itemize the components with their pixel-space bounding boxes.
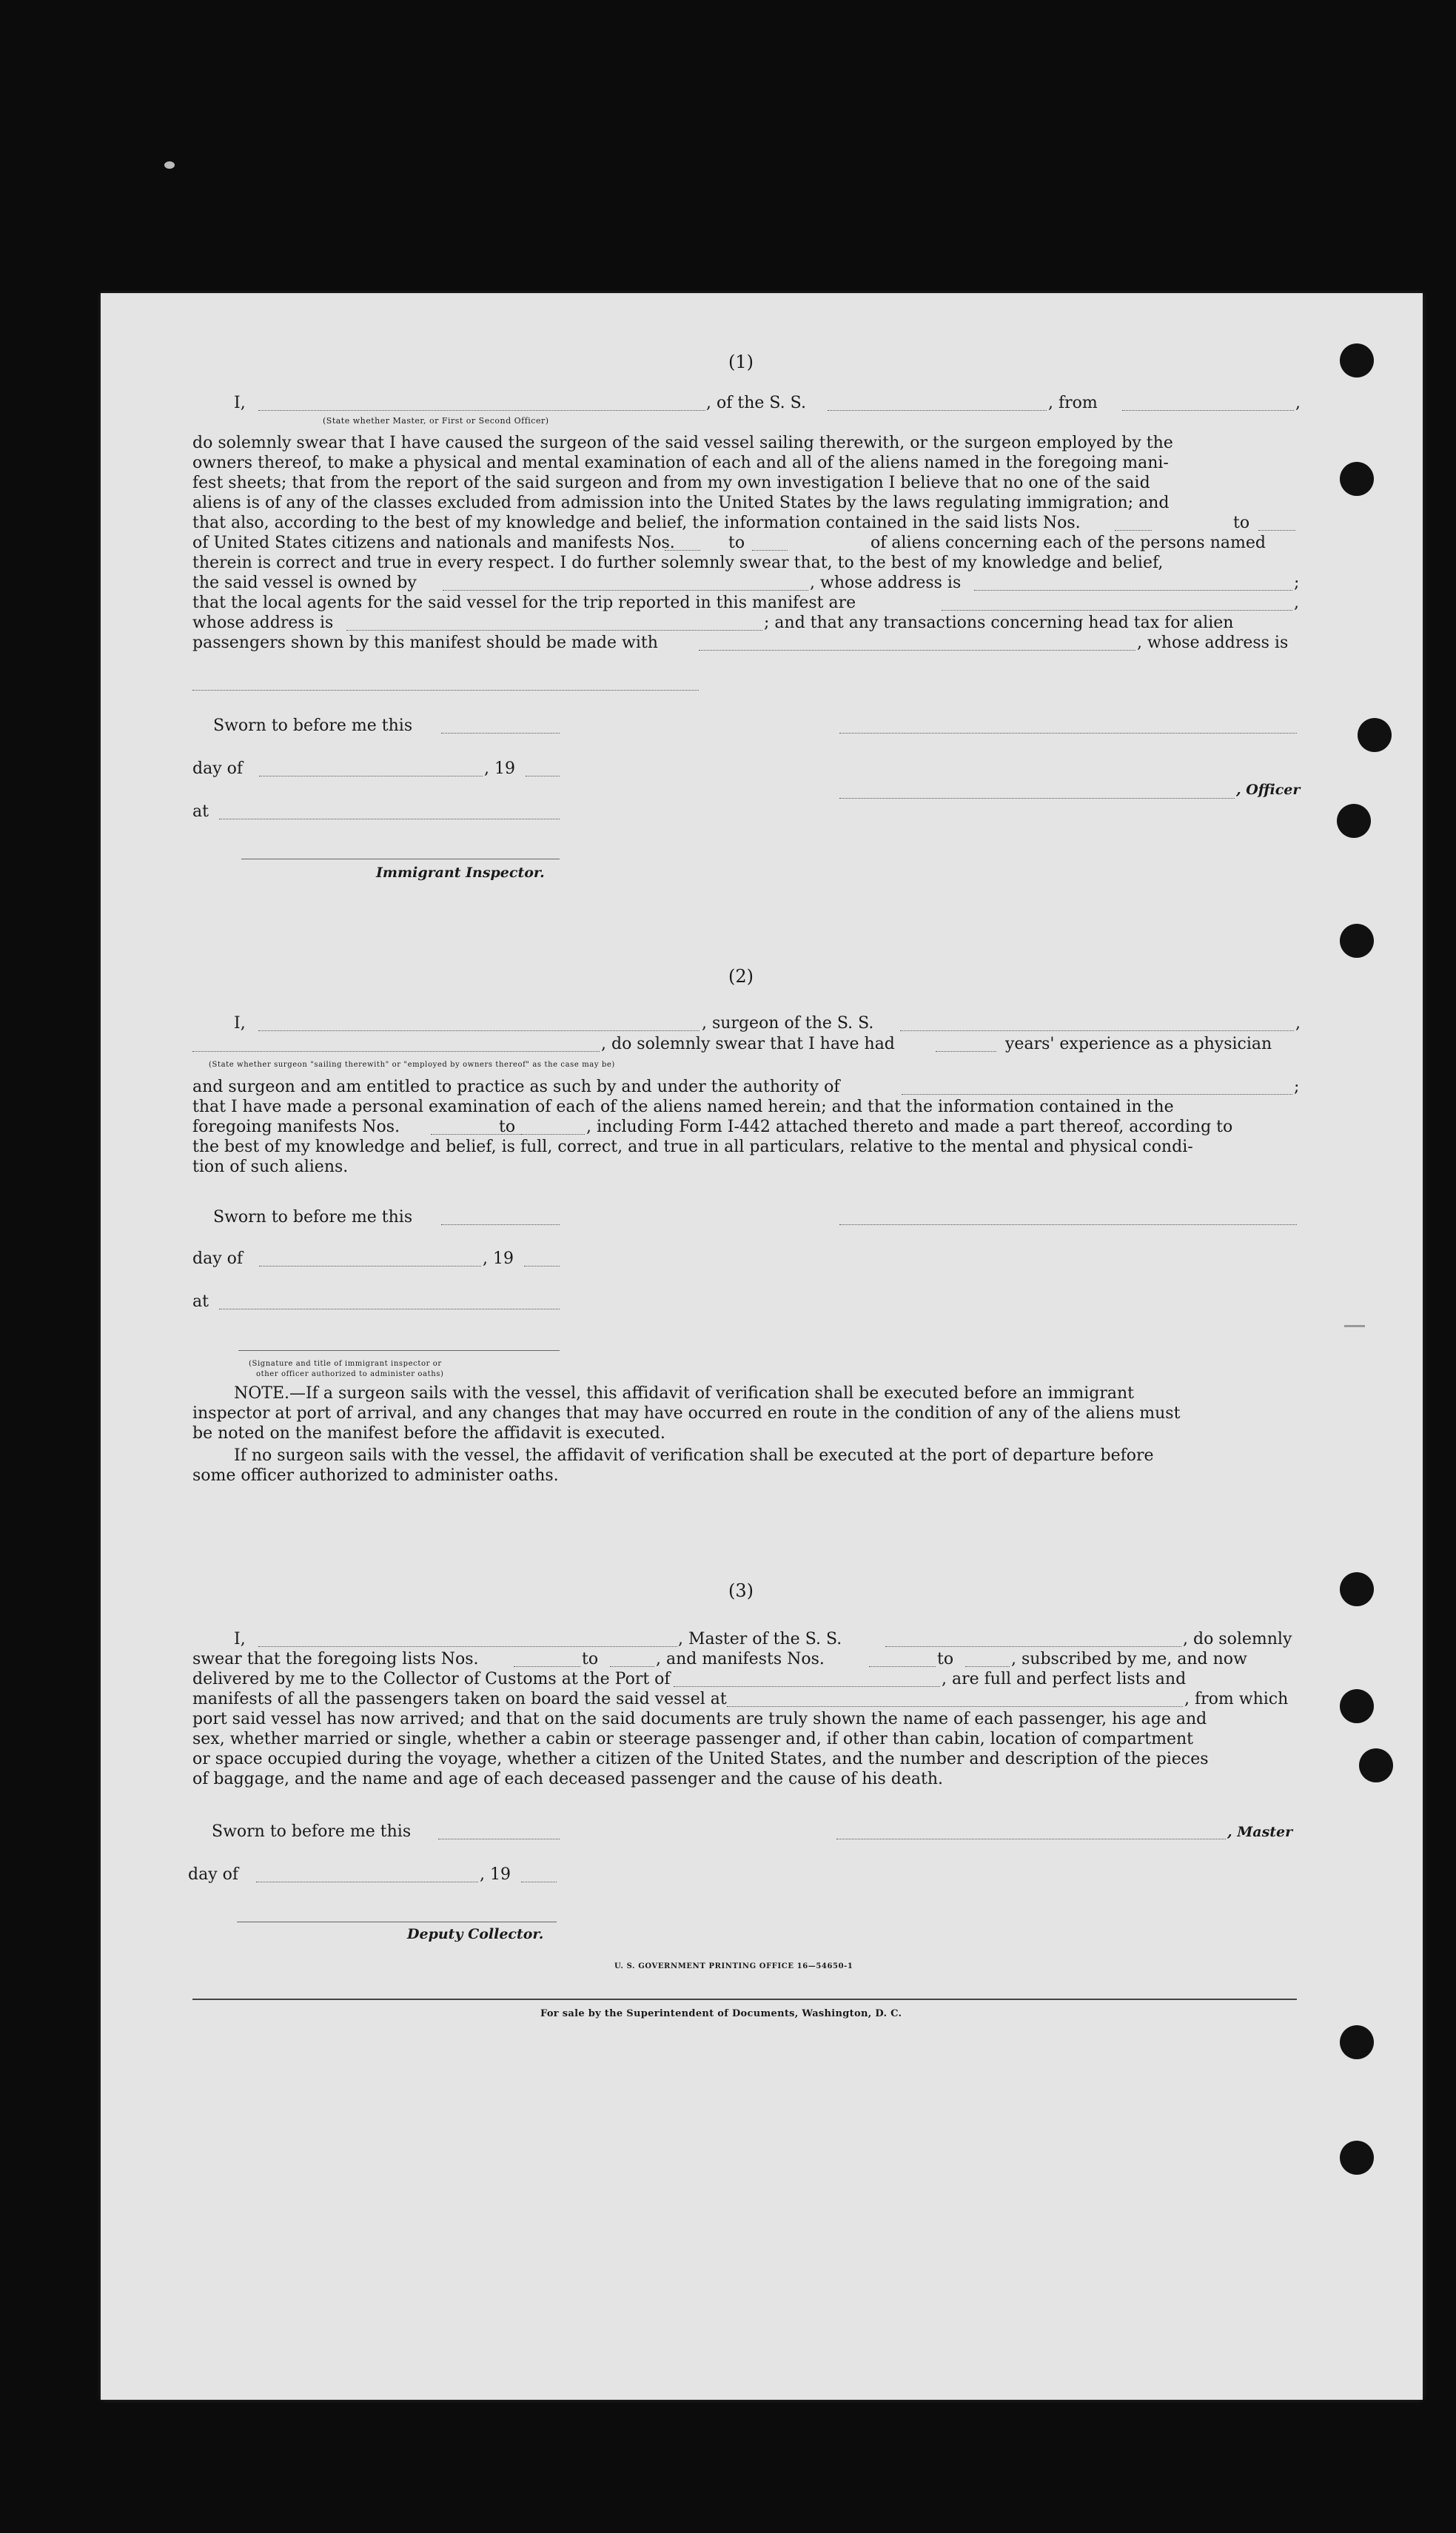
manifest-form-page bbox=[101, 293, 1423, 2400]
s2-status-field bbox=[192, 1051, 600, 1052]
s3-lists-from-field bbox=[514, 1666, 580, 1667]
s1-para-line: ; and that any transactions concerning head tax for alien bbox=[764, 614, 1234, 632]
s3-para-line: port said vessel has now arrived; and that on the said documents are truly shown the name of each passenger, his age and bbox=[192, 1710, 1207, 1728]
s1-agents-field bbox=[942, 610, 1292, 611]
s2-para-line: foregoing manifests Nos. bbox=[192, 1118, 400, 1136]
s2-vessel-field bbox=[900, 1030, 1294, 1031]
section-2-heading: (2) bbox=[728, 966, 754, 987]
s1-para-line: therein is correct and true in every respect. I do further solemnly swear that, to the best of my knowledge and belief, bbox=[192, 554, 1164, 572]
s1-inspector-label: Immigrant Inspector. bbox=[376, 865, 545, 881]
s1-owner-address-field bbox=[974, 590, 1292, 591]
s2-inspector-sig-field bbox=[238, 1350, 560, 1351]
s2-sworn: Sworn to before me this bbox=[213, 1208, 413, 1227]
punch-hole bbox=[1340, 462, 1374, 496]
s3-port-field bbox=[674, 1686, 940, 1687]
s3-para-line: manifests of all the passengers taken on board the said vessel at bbox=[192, 1690, 727, 1708]
s2-authority-field bbox=[902, 1094, 1292, 1095]
s2-para-line: and surgeon and am entitled to practice as such by and under the authority of bbox=[192, 1078, 840, 1096]
s1-caption: (State whether Master, or First or Second Officer) bbox=[323, 416, 549, 426]
s2-line2-years: years' experience as a physician bbox=[1005, 1035, 1272, 1053]
s2-para-line: the best of my knowledge and belief, is full, correct, and true in all particulars, relative to the mental and physical condi- bbox=[192, 1138, 1193, 1156]
s1-line1-from: , from bbox=[1048, 394, 1098, 412]
s3-para-line: sex, whether married or single, whether a cabin or steerage passenger and, if other than cabin, location of compartment bbox=[192, 1730, 1193, 1748]
s2-caption: (State whether surgeon "sailing therewith" or "employed by owners thereof" as the case may be) bbox=[209, 1061, 615, 1069]
punch-hole bbox=[1340, 2025, 1374, 2059]
s1-line1-comma: , bbox=[1295, 394, 1301, 412]
s2-para-line: , including Form I-442 attached thereto and made a part thereof, according to bbox=[586, 1118, 1233, 1136]
s1-para-line: aliens is of any of the classes excluded from admission into the United States by the laws regulating immigration; and bbox=[192, 494, 1170, 512]
s3-collector-label: Deputy Collector. bbox=[407, 1926, 544, 1942]
s2-line2: , do solemnly swear that I have had bbox=[601, 1035, 895, 1053]
s2-note-line: If no surgeon sails with the vessel, the affidavit of verification shall be executed at the port of departure before bbox=[234, 1446, 1154, 1465]
footer-rule bbox=[192, 1999, 1297, 2000]
s1-sworn-date-field bbox=[441, 733, 560, 734]
s1-para-line: that also, according to the best of my knowledge and belief, the information contained in the said lists Nos. bbox=[192, 514, 1081, 532]
s1-para-line: do solemnly swear that I have caused the surgeon of the said vessel sailing therewith, or the surgeon employed by the bbox=[192, 434, 1173, 452]
s2-note-line: NOTE.—If a surgeon sails with the vessel, this affidavit of verification shall be executed before an immigrant bbox=[234, 1384, 1134, 1403]
punch-hole bbox=[1340, 2141, 1374, 2175]
s1-lists-to-field bbox=[1258, 530, 1295, 531]
s2-sig-caption-2: other officer authorized to administer oaths) bbox=[256, 1370, 444, 1378]
s3-master-label: , Master bbox=[1227, 1824, 1293, 1840]
s3-line1-ss: , Master of the S. S. bbox=[678, 1630, 842, 1648]
s1-para-line: , bbox=[1294, 594, 1299, 612]
s3-para-to: to bbox=[937, 1650, 954, 1668]
s3-para-line: of baggage, and the name and age of each deceased passenger and the cause of his death. bbox=[192, 1770, 943, 1788]
s1-para-line: that the local agents for the said vessel for the trip reported in this manifest are bbox=[192, 594, 856, 612]
s1-signature-field bbox=[839, 733, 1297, 734]
s1-at: at bbox=[192, 802, 209, 821]
s1-officer-label: , Officer bbox=[1236, 782, 1301, 798]
s2-signature-field bbox=[839, 1224, 1297, 1225]
s1-year: , 19 bbox=[484, 759, 515, 778]
section-1-heading: (1) bbox=[728, 352, 754, 372]
punch-hole bbox=[1340, 1689, 1374, 1723]
s1-para-line: , whose address is bbox=[810, 574, 962, 592]
s3-para-line: , are full and perfect lists and bbox=[942, 1670, 1187, 1688]
punch-hole bbox=[1340, 343, 1374, 378]
section-3-heading: (3) bbox=[728, 1580, 754, 1601]
s2-sig-caption-1: (Signature and title of immigrant inspector or bbox=[249, 1360, 442, 1368]
s3-year: , 19 bbox=[480, 1865, 511, 1884]
s3-para-line: , and manifests Nos. bbox=[656, 1650, 825, 1668]
s1-from-field bbox=[1122, 410, 1294, 411]
s1-para-line: , whose address is bbox=[1137, 634, 1289, 652]
s1-para-line: the said vessel is owned by bbox=[192, 574, 417, 592]
s2-years-field bbox=[936, 1051, 996, 1052]
s1-line1-ss: , of the S. S. bbox=[706, 394, 806, 412]
s3-sworn: Sworn to before me this bbox=[212, 1822, 412, 1841]
punch-hole bbox=[1340, 1572, 1374, 1606]
s3-para-line: swear that the foregoing lists Nos. bbox=[192, 1650, 479, 1668]
s2-line1-comma: , bbox=[1295, 1014, 1301, 1033]
s1-manifests-from-field bbox=[665, 550, 700, 551]
s1-manifests-to-field bbox=[752, 550, 788, 551]
s1-para-to: to bbox=[1233, 514, 1250, 532]
s3-para-to: to bbox=[582, 1650, 599, 1668]
s2-surgeon-name-field bbox=[258, 1030, 700, 1031]
s1-para-line: whose address is bbox=[192, 614, 334, 632]
s3-manifests-to-field bbox=[965, 1666, 1010, 1667]
punch-hole bbox=[1340, 924, 1374, 958]
s2-manifests-to-field bbox=[521, 1134, 585, 1135]
s1-line1-i: I, bbox=[234, 394, 246, 412]
s1-para-line: of United States citizens and nationals and manifests Nos. bbox=[192, 534, 675, 552]
s3-line1-i: I, bbox=[234, 1630, 246, 1648]
s1-officer-signature-field bbox=[839, 798, 1235, 799]
s3-para-line: , from which bbox=[1184, 1690, 1289, 1708]
s3-embark-port-field bbox=[727, 1706, 1183, 1707]
s2-year: , 19 bbox=[483, 1249, 514, 1268]
printer-imprint: U. S. GOVERNMENT PRINTING OFFICE 16—54650-1 bbox=[614, 1962, 853, 1970]
for-sale-notice: For sale by the Superintendent of Documents, Washington, D. C. bbox=[540, 2008, 902, 2019]
s2-para-to: to bbox=[499, 1118, 516, 1136]
punch-hole bbox=[1337, 804, 1371, 838]
s1-para-line: ; bbox=[1294, 574, 1300, 592]
s2-para-line: that I have made a personal examination of each of the aliens named herein; and that the information contained in the bbox=[192, 1098, 1174, 1116]
s2-note-line: be noted on the manifest before the affidavit is executed. bbox=[192, 1424, 665, 1443]
s3-day-of: day of bbox=[188, 1865, 239, 1884]
s3-para-line: delivered by me to the Collector of Customs at the Port of bbox=[192, 1670, 671, 1688]
s3-master-name-field bbox=[258, 1646, 677, 1647]
s1-owner-field bbox=[443, 590, 808, 591]
s2-at: at bbox=[192, 1292, 209, 1311]
punch-hole bbox=[1359, 1748, 1393, 1782]
s1-para-to: to bbox=[728, 534, 745, 552]
s1-head-tax-field bbox=[699, 650, 1135, 651]
s3-lists-to-field bbox=[610, 1666, 654, 1667]
s1-lists-from-field bbox=[1115, 530, 1152, 531]
s3-para-line: or space occupied during the voyage, whether a citizen of the United States, and the number and description of the pieces bbox=[192, 1750, 1209, 1768]
s1-para-line: owners thereof, to make a physical and mental examination of each and all of the aliens named in the foregoing mani- bbox=[192, 454, 1169, 472]
s2-note-line: some officer authorized to administer oaths. bbox=[192, 1466, 559, 1485]
punch-hole bbox=[1358, 718, 1392, 752]
s2-line1-i: I, bbox=[234, 1014, 246, 1033]
film-speck bbox=[164, 161, 175, 169]
s3-vessel-field bbox=[885, 1646, 1181, 1647]
s2-day-of: day of bbox=[192, 1249, 244, 1268]
s1-sworn: Sworn to before me this bbox=[213, 717, 413, 735]
s1-agents-address-field bbox=[346, 630, 762, 631]
s1-para-line: passengers shown by this manifest should be made with bbox=[192, 634, 658, 652]
s2-sworn-date-field bbox=[441, 1224, 560, 1225]
s1-vessel-field bbox=[828, 410, 1047, 411]
s3-manifests-from-field bbox=[869, 1666, 936, 1667]
s2-line1-ss: , surgeon of the S. S. bbox=[702, 1014, 874, 1033]
s1-para-line: fest sheets; that from the report of the said surgeon and from my own investigation I believe that no one of the said bbox=[192, 474, 1150, 492]
s2-para-semicolon: ; bbox=[1294, 1078, 1300, 1096]
s2-note-line: inspector at port of arrival, and any changes that may have occurred en route in the condition of any of the aliens must bbox=[192, 1404, 1181, 1423]
s3-para-line: , subscribed by me, and now bbox=[1011, 1650, 1247, 1668]
s1-officer-name-field bbox=[258, 410, 705, 411]
s1-head-tax-address-field bbox=[192, 690, 699, 691]
s1-para-line: of aliens concerning each of the persons named bbox=[870, 534, 1266, 552]
s1-day-of: day of bbox=[192, 759, 244, 778]
edge-mark bbox=[1344, 1325, 1365, 1327]
s2-para-line: tion of such aliens. bbox=[192, 1158, 349, 1176]
s3-line1-solemnly: , do solemnly bbox=[1183, 1630, 1292, 1648]
